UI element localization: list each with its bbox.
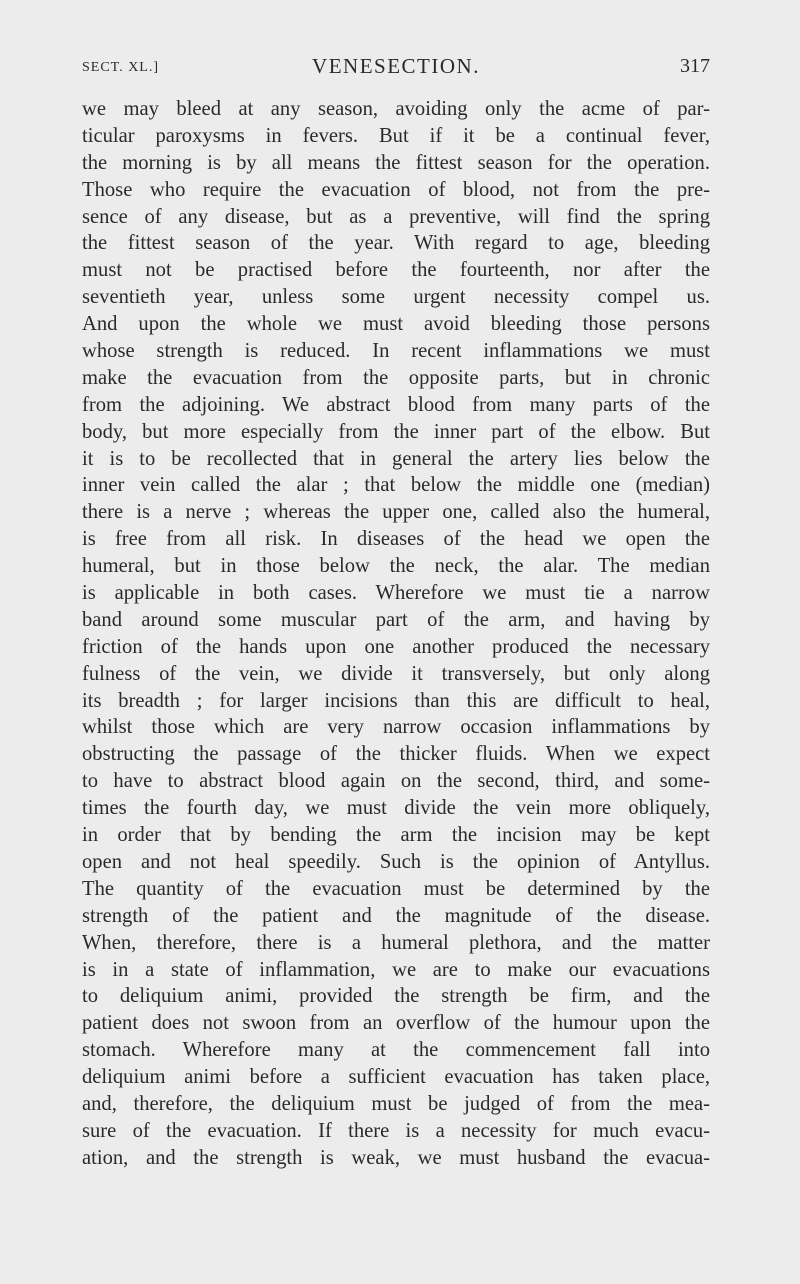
text-line: humeral, but in those below the neck, the alar. The median (82, 555, 710, 578)
text-line: whose strength is reduced. In recent inflammations we must (82, 340, 710, 363)
text-line: and, therefore, the deliquium must be judged of from the mea- (82, 1092, 710, 1115)
text-line: body, but more especially from the inner part of the elbow. But (82, 420, 710, 443)
text-line: is in a state of inflammation, we are to make our evacuations (82, 958, 710, 981)
text-line: its breadth ; for larger incisions than this are difficult to heal, (82, 689, 710, 712)
text-line: sence of any disease, but as a preventive, will find the spring (82, 205, 710, 228)
text-line: open and not heal speedily. Such is the opinion of Antyllus. (82, 850, 710, 873)
text-line: there is a nerve ; whereas the upper one, called also the humeral, (82, 501, 710, 524)
text-line: it is to be recollected that in general the artery lies below the (82, 447, 710, 470)
text-line: from the adjoining. We abstract blood from many parts of the (82, 393, 710, 416)
text-line: to have to abstract blood again on the second, third, and some- (82, 770, 710, 793)
text-line: to deliquium animi, provided the strength be firm, and the (82, 985, 710, 1008)
text-line: the fittest season of the year. With regard to age, bleeding (82, 232, 710, 255)
text-line: is free from all risk. In diseases of the head we open the (82, 528, 710, 551)
text-line: band around some muscular part of the arm, and having by (82, 608, 710, 631)
section-label: SECT. XL.] (82, 60, 160, 75)
text-line: times the fourth day, we must divide the vein more obliquely, (82, 797, 710, 820)
text-line: make the evacuation from the opposite parts, but in chronic (82, 366, 710, 389)
running-head (82, 54, 710, 84)
text-line: deliquium animi before a sufficient evacuation has taken place, (82, 1066, 710, 1089)
text-line: sure of the evacuation. If there is a necessity for much evacu- (82, 1119, 710, 1142)
text-line: ation, and the strength is weak, we must husband the evacua- (82, 1146, 710, 1169)
text-line: Those who require the evacuation of blood, not from the pre- (82, 178, 710, 201)
text-line: friction of the hands upon one another produced the necessary (82, 635, 710, 658)
text-line: stomach. Wherefore many at the commencement fall into (82, 1039, 710, 1062)
page-title: VENESECTION. (312, 54, 480, 78)
text-line: ticular paroxysms in fevers. But if it be a continual fever, (82, 124, 710, 147)
text-line: When, therefore, there is a humeral plethora, and the matter (82, 931, 710, 954)
text-line: in order that by bending the arm the incision may be kept (82, 824, 710, 847)
body-text (82, 96, 710, 1172)
page-number: 317 (680, 55, 710, 77)
text-line: is applicable in both cases. Wherefore we must tie a narrow (82, 582, 710, 605)
text-line: And upon the whole we must avoid bleeding those persons (82, 313, 710, 336)
text-line: seventieth year, unless some urgent necessity compel us. (82, 286, 710, 309)
text-line: obstructing the passage of the thicker fluids. When we expect (82, 743, 710, 766)
text-line: fulness of the vein, we divide it transversely, but only along (82, 662, 710, 685)
text-line: we may bleed at any season, avoiding only the acme of par- (82, 98, 710, 120)
text-line: whilst those which are very narrow occasion inflammations by (82, 716, 710, 739)
text-line: inner vein called the alar ; that below the middle one (median) (82, 474, 710, 497)
text-line: strength of the patient and the magnitude of the disease. (82, 904, 710, 927)
text-line: The quantity of the evacuation must be determined by the (82, 877, 710, 900)
text-line: patient does not swoon from an overflow of the humour upon the (82, 1012, 710, 1035)
text-line: must not be practised before the fourteenth, nor after the (82, 259, 710, 282)
text-line: the morning is by all means the fittest season for the operation. (82, 151, 710, 174)
